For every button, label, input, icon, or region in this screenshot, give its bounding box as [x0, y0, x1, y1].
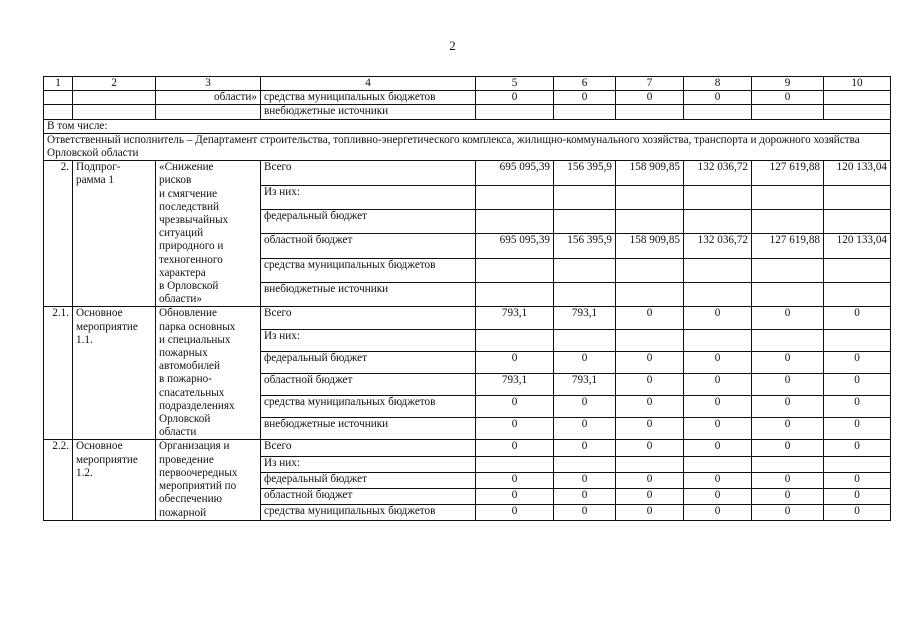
- funding-source: внебюджетные источники: [261, 283, 476, 307]
- value-cell: [616, 105, 684, 119]
- value-cell: 0: [752, 307, 824, 329]
- value-cell: [752, 258, 824, 282]
- value-cell: 0: [476, 440, 554, 456]
- value-cell: 793,1: [476, 307, 554, 329]
- value-cell: 0: [824, 472, 891, 488]
- value-cell: 0: [616, 396, 684, 418]
- value-cell: [476, 258, 554, 282]
- value-cell: 0: [752, 440, 824, 456]
- value-cell: 0: [684, 472, 752, 488]
- program-title: Обновление парка основных и специальных пожарных автомобилей в пожарно- спасательных подразделениях Орловской области: [156, 307, 261, 440]
- program-title: Организация и проведение первоочередных мероприятий по обеспечению пожарной: [156, 440, 261, 520]
- column-header: 7: [616, 77, 684, 91]
- value-cell: 156 395,9: [554, 234, 616, 258]
- column-header: 8: [684, 77, 752, 91]
- section-label: В том числе:: [44, 119, 891, 133]
- value-cell: 0: [684, 91, 752, 105]
- value-cell: 0: [684, 373, 752, 395]
- value-cell: 158 909,85: [616, 161, 684, 185]
- funding-source: средства муниципальных бюджетов: [261, 91, 476, 105]
- funding-source: Всего: [261, 161, 476, 185]
- table-row: [44, 440, 891, 456]
- value-cell: 120 133,04: [824, 161, 891, 185]
- value-cell: [824, 456, 891, 472]
- value-cell: 0: [752, 472, 824, 488]
- value-cell: [824, 258, 891, 282]
- row-number: [44, 91, 73, 105]
- value-cell: [554, 456, 616, 472]
- value-cell: [752, 283, 824, 307]
- funding-source: Всего: [261, 440, 476, 456]
- value-cell: 0: [554, 472, 616, 488]
- column-header: 10: [824, 77, 891, 91]
- funding-source: средства муниципальных бюджетов: [261, 504, 476, 520]
- value-cell: 793,1: [554, 307, 616, 329]
- value-cell: [752, 329, 824, 351]
- value-cell: [554, 258, 616, 282]
- value-cell: [824, 329, 891, 351]
- value-cell: 158 909,85: [616, 234, 684, 258]
- value-cell: [684, 283, 752, 307]
- row-number: 2.: [44, 161, 73, 307]
- value-cell: 0: [684, 504, 752, 520]
- value-cell: 0: [476, 504, 554, 520]
- value-cell: 0: [476, 418, 554, 440]
- program-name: Основное мероприятие 1.1.: [73, 307, 156, 440]
- value-cell: 793,1: [554, 373, 616, 395]
- funding-source: федеральный бюджет: [261, 472, 476, 488]
- value-cell: [824, 105, 891, 119]
- value-cell: [824, 91, 891, 105]
- value-cell: 0: [824, 373, 891, 395]
- header-row: [44, 77, 891, 91]
- column-header: 1: [44, 77, 73, 91]
- value-cell: 0: [824, 488, 891, 504]
- value-cell: [616, 456, 684, 472]
- value-cell: [824, 209, 891, 233]
- value-cell: [684, 258, 752, 282]
- value-cell: 132 036,72: [684, 234, 752, 258]
- value-cell: [476, 456, 554, 472]
- value-cell: [476, 105, 554, 119]
- responsible-executor: Ответственный исполнитель – Департамент строительства, топливно-энергетического комплекса, жилищно-коммунального хозяйства, транспорта и дорожного хозяйства Орловской области: [44, 133, 891, 160]
- value-cell: [616, 209, 684, 233]
- value-cell: 127 619,88: [752, 234, 824, 258]
- value-cell: 0: [824, 307, 891, 329]
- value-cell: [554, 283, 616, 307]
- funding-source: средства муниципальных бюджетов: [261, 258, 476, 282]
- value-cell: 0: [554, 440, 616, 456]
- program-name: Основное мероприятие 1.2.: [73, 440, 156, 520]
- value-cell: 0: [554, 396, 616, 418]
- value-cell: 0: [616, 307, 684, 329]
- value-cell: [554, 105, 616, 119]
- value-cell: 0: [616, 440, 684, 456]
- column-header: 6: [554, 77, 616, 91]
- value-cell: [476, 283, 554, 307]
- value-cell: 132 036,72: [684, 161, 752, 185]
- value-cell: 0: [616, 373, 684, 395]
- value-cell: 695 095,39: [476, 161, 554, 185]
- value-cell: 0: [684, 418, 752, 440]
- value-cell: 0: [616, 504, 684, 520]
- value-cell: 0: [554, 418, 616, 440]
- value-cell: 0: [684, 351, 752, 373]
- program-title: [156, 105, 261, 119]
- value-cell: 695 095,39: [476, 234, 554, 258]
- value-cell: [752, 209, 824, 233]
- value-cell: 0: [476, 91, 554, 105]
- value-cell: 0: [554, 351, 616, 373]
- funding-source: Из них:: [261, 185, 476, 209]
- value-cell: [752, 105, 824, 119]
- program-name: [73, 91, 156, 105]
- funding-source: Всего: [261, 307, 476, 329]
- value-cell: 120 133,04: [824, 234, 891, 258]
- value-cell: [616, 329, 684, 351]
- value-cell: 0: [616, 472, 684, 488]
- value-cell: [616, 185, 684, 209]
- funding-source: областной бюджет: [261, 373, 476, 395]
- value-cell: [824, 283, 891, 307]
- value-cell: [554, 185, 616, 209]
- row-number: [44, 105, 73, 119]
- value-cell: 0: [554, 488, 616, 504]
- value-cell: 0: [616, 418, 684, 440]
- funding-source: областной бюджет: [261, 488, 476, 504]
- section-row: [44, 133, 891, 160]
- value-cell: 0: [824, 418, 891, 440]
- value-cell: 156 395,9: [554, 161, 616, 185]
- value-cell: [684, 185, 752, 209]
- value-cell: 0: [476, 488, 554, 504]
- value-cell: 0: [476, 472, 554, 488]
- value-cell: 0: [752, 351, 824, 373]
- value-cell: 0: [752, 396, 824, 418]
- value-cell: 0: [684, 440, 752, 456]
- table-row: [44, 91, 891, 105]
- funding-source: федеральный бюджет: [261, 351, 476, 373]
- value-cell: 0: [554, 91, 616, 105]
- value-cell: [752, 185, 824, 209]
- row-number: 2.1.: [44, 307, 73, 440]
- table-row: [44, 105, 891, 119]
- value-cell: 0: [824, 396, 891, 418]
- value-cell: 0: [554, 504, 616, 520]
- column-header: 3: [156, 77, 261, 91]
- page-number: 2: [449, 38, 456, 53]
- funding-source: внебюджетные источники: [261, 105, 476, 119]
- value-cell: 0: [752, 418, 824, 440]
- value-cell: [476, 185, 554, 209]
- funding-source: внебюджетные источники: [261, 418, 476, 440]
- value-cell: [476, 329, 554, 351]
- value-cell: 0: [824, 440, 891, 456]
- value-cell: 0: [476, 396, 554, 418]
- value-cell: 0: [684, 307, 752, 329]
- column-header: 4: [261, 77, 476, 91]
- program-name: [73, 105, 156, 119]
- funding-source: Из них:: [261, 329, 476, 351]
- value-cell: [554, 329, 616, 351]
- value-cell: 0: [824, 504, 891, 520]
- value-cell: [684, 209, 752, 233]
- value-cell: 0: [752, 488, 824, 504]
- value-cell: 0: [684, 396, 752, 418]
- row-number: 2.2.: [44, 440, 73, 520]
- value-cell: [824, 185, 891, 209]
- section-row: [44, 119, 891, 133]
- funding-source: федеральный бюджет: [261, 209, 476, 233]
- value-cell: [616, 283, 684, 307]
- value-cell: 0: [752, 373, 824, 395]
- column-header: 9: [752, 77, 824, 91]
- value-cell: 0: [616, 351, 684, 373]
- program-title: «Снижение рисков и смягчение последствий чрезвычайных ситуаций природного и техногенного характера в Орловской области»: [156, 161, 261, 307]
- value-cell: 127 619,88: [752, 161, 824, 185]
- funding-source: областной бюджет: [261, 234, 476, 258]
- value-cell: 0: [824, 351, 891, 373]
- value-cell: 0: [616, 488, 684, 504]
- value-cell: [554, 209, 616, 233]
- value-cell: [684, 105, 752, 119]
- column-header: 5: [476, 77, 554, 91]
- program-name: Подпрог- рамма 1: [73, 161, 156, 307]
- budget-table: [43, 76, 891, 521]
- funding-source: Из них:: [261, 456, 476, 472]
- value-cell: 0: [684, 488, 752, 504]
- value-cell: [616, 258, 684, 282]
- value-cell: [684, 329, 752, 351]
- funding-source: средства муниципальных бюджетов: [261, 396, 476, 418]
- value-cell: [752, 456, 824, 472]
- value-cell: 0: [752, 504, 824, 520]
- program-title: области»: [156, 91, 261, 105]
- value-cell: 0: [616, 91, 684, 105]
- table-row: [44, 161, 891, 185]
- value-cell: 793,1: [476, 373, 554, 395]
- value-cell: [684, 456, 752, 472]
- value-cell: 0: [752, 91, 824, 105]
- column-header: 2: [73, 77, 156, 91]
- table-row: [44, 307, 891, 329]
- value-cell: [476, 209, 554, 233]
- value-cell: 0: [476, 351, 554, 373]
